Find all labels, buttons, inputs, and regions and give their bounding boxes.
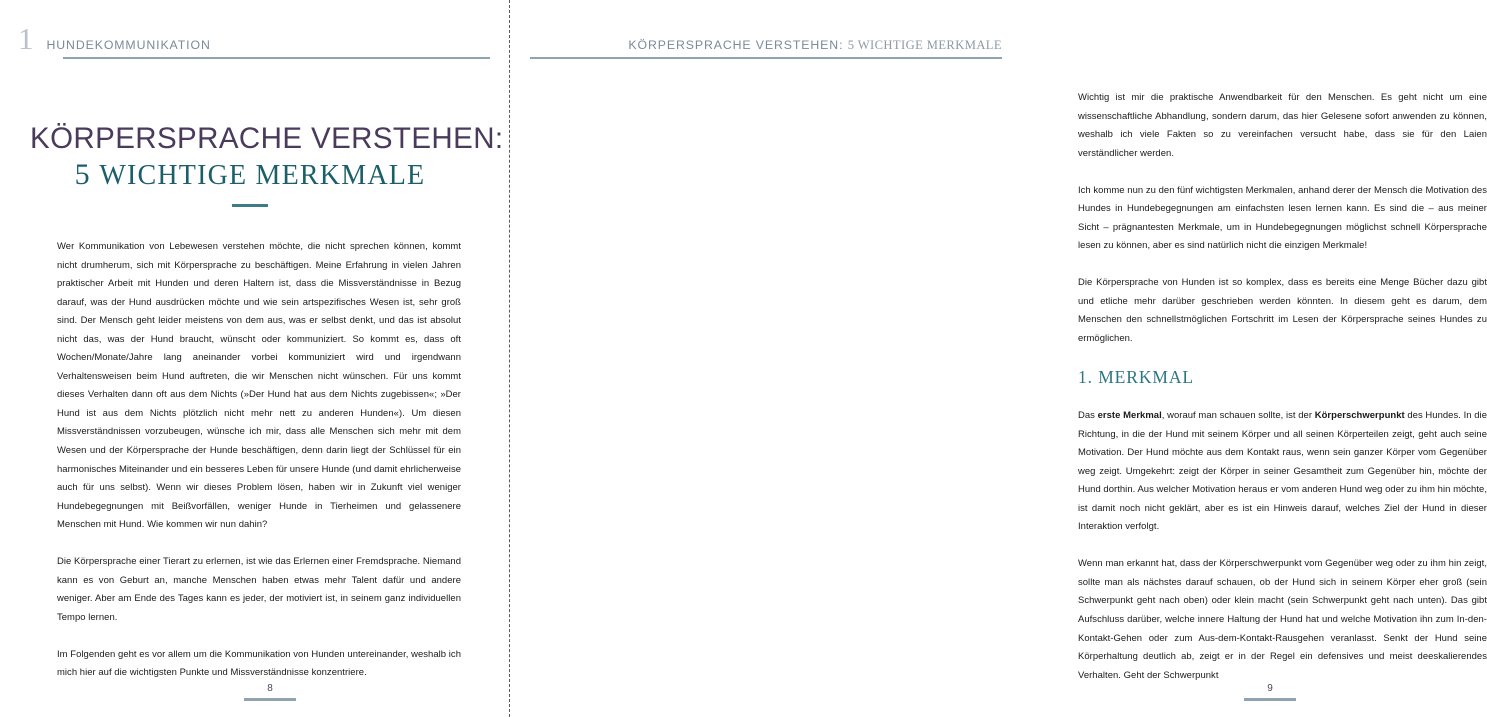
text-run: , worauf man schauen sollte, ist der — [1161, 410, 1315, 422]
title-divider-rule — [232, 204, 268, 207]
left-page-footer — [215, 683, 325, 701]
left-running-head: HUNDEKOMMUNIKATION — [46, 38, 211, 52]
chapter-title-number: 5 — [74, 158, 92, 191]
right-page-body — [1078, 89, 1487, 685]
paragraph: Die Körpersprache einer Tierart zu erlernen, ist wie das Erlernen einer Fremdsprache. Niemand kann es von Geburt an, manche Menschen haben etwas mehr Talent dafür und andere weniger. Aber am Ende des Tages kann es jeder, der motiviert ist, in seinem ganz individuellen Tempo lernen. — [57, 556, 461, 623]
right-header-row — [530, 30, 1002, 52]
chapter-title-block — [30, 122, 504, 207]
bold-run-koerperschwerpunkt: Körperschwerpunkt — [1314, 410, 1405, 422]
left-page — [0, 0, 510, 717]
chapter-title-line-2-text: WICHTIGE MERKMALE — [99, 160, 426, 191]
bold-run-erstes-merkmal: erste Merkmal — [1097, 410, 1162, 422]
text-run: Das — [1078, 410, 1098, 422]
paragraph-with-bold — [1078, 407, 1487, 537]
paragraph: Wer Kommunikation von Lebewesen verstehen möchte, die nicht sprechen können, kommt nicht drumherum, sich mit Körpersprache zu beschäftigen. Meine Erfahrung in vielen Jahren praktischer Arbeit mit Hunden und deren Haltern ist, dass die Missverständnisse in Bezug darauf, was der Hund ausdrücken möchte und wie sein artspezifisches Wesen ist, sehr groß sind. Der Mensch geht leider meistens von dem aus, was er selbst denkt, und das ist absolut nicht das, was der Hund braucht, wünscht oder kommuniziert. So kommt es, dass oft Wochen/Monate/Jahre lang aneinander vorbei kommuniziert wird und irgendwann Verhaltensweisen beim Hund auftreten, die wir Menschen nicht wünschen. Für uns kommt dieses Verhalten dann oft aus dem Nichts (»Der Hund hat aus dem Nichts zugebissen«; »Der Hund ist aus dem Nichts plötzlich nicht mehr nett zu anderen Hunden«). Um diesen Missverständnissen vorzubeugen, wünsche ich mir, dass alle Menschen sich mehr mit dem Wesen und der Körpersprache der Hunde beschäftigen, denn darin liegt der Schlüssel für ein harmonisches Miteinander und ein besseres Leben für unsere Hunde (und damit ehrlicherweise auch für uns selbst). Wenn wir dieses Problem lösen, haben wir in Zukunft viel weniger Hundebegegnungen mit Beißvorfällen, weniger Hunde in Tierheimen und gelassenere Menschen mit Hund. Wie kommen wir nun dahin? — [57, 241, 461, 531]
page-number: 9 — [1267, 683, 1273, 694]
paragraph: Ich komme nun zu den fünf wichtigsten Merkmalen, anhand derer der Mensch die Motivation des Hundes in Hundebegegnungen am einfachsten lesen lernen kann. Es sind die – aus meiner Sicht – prägnantesten Merkmale, um in Hundebegegnungen möglichst schnell Körpersprache lesen zu können, aber es sind natürlich nicht die einzigen Merkmale! — [1078, 184, 1487, 252]
left-page-body — [57, 238, 461, 683]
paragraph: Im Folgenden geht es vor allem um die Kommunikation von Hunden untereinander, weshalb ich mich hier auf die wichtigsten Punkte und Missverständnisse konzentriere. — [57, 648, 461, 679]
text-run: des Hundes. In die Richtung, in die der Hund mit seinem Körper und all seinen Körperteilen zeigt, geht auch seine Motivation. Der Hund möchte aus dem Kontakt raus, wenn sein ganzer Körper vom Gegenüber weg zeigt. Umgekehrt: zeigt der Körper in seiner Gesamtheit zum Gegenüber hin, möchte der Hund dorthin. Aus welcher Motivation heraus er vom anderen Hund weg oder zu ihm hin möchte, ist damit noch nicht geklärt, aber es ist ein Hinweis darauf, welches Ziel der Hund in dieser Interaktion verfolgt. — [1078, 410, 1487, 533]
footer-rule — [244, 698, 296, 701]
paragraph: Wichtig ist mir die praktische Anwendbarkeit für den Menschen. Es geht nicht um eine wissenschaftliche Abhandlung, sondern darum, das hier Gelesene sofort anwenden zu können, weshalb ich viele Fakten so zu vereinfachen versucht habe, dass sie für den Laien verständlicher werden. — [1078, 92, 1487, 159]
right-running-head-main: KÖRPERSPRACHE VERSTEHEN: — [628, 38, 844, 52]
right-page-header — [530, 30, 1002, 59]
page-number: 8 — [267, 683, 273, 694]
chapter-number: 1 — [18, 21, 34, 56]
right-running-head-deco: 5 WICHTIGE MERKMALE — [847, 38, 1002, 52]
paragraph: Wenn man erkannt hat, dass der Körperschwerpunkt vom Gegenüber weg oder zu ihm hin zeigt, sollte man als nächstes darauf schauen, ob der Hund sich in seinem Körper eher groß (sein Schwerpunkt geht nach oben) oder klein macht (sein Schwerpunkt geht nach unten). Das gibt Aufschluss darüber, welche innere Haltung der Hund hat und welche Motivation ihn zum In-den-Kontakt-Gehen oder zum Aus-dem-Kontakt-Rausgehen veranlasst. Senkt der Hund seine Körperhaltung deutlich ab, zeigt er in der Regel ein defensives und meist deeskalierendes Verhalten. Geht der Schwerpunkt — [1078, 558, 1487, 681]
right-page — [510, 0, 1487, 717]
chapter-title-line-2 — [30, 158, 470, 193]
right-header-rule — [530, 57, 1002, 59]
left-page-header — [18, 21, 490, 59]
footer-rule — [1244, 698, 1296, 701]
section-heading-merkmal-1: 1. MERKMAL — [1078, 367, 1194, 388]
right-running-head — [628, 38, 1002, 52]
chapter-title-line-1: KÖRPERSPRACHE VERSTEHEN: — [30, 122, 504, 155]
left-header-row — [18, 21, 490, 56]
left-header-rule — [63, 57, 490, 59]
paragraph: Die Körpersprache von Hunden ist so komplex, dass es bereits eine Menge Bücher dazu gibt und etliche mehr darüber geschrieben werden könnten. In diesem geht es darum, dem Menschen den schnellstmöglichen Fortschritt im Lesen der Körpersprache seines Hundes zu ermöglichen. — [1078, 277, 1487, 345]
right-page-footer — [1215, 683, 1325, 701]
